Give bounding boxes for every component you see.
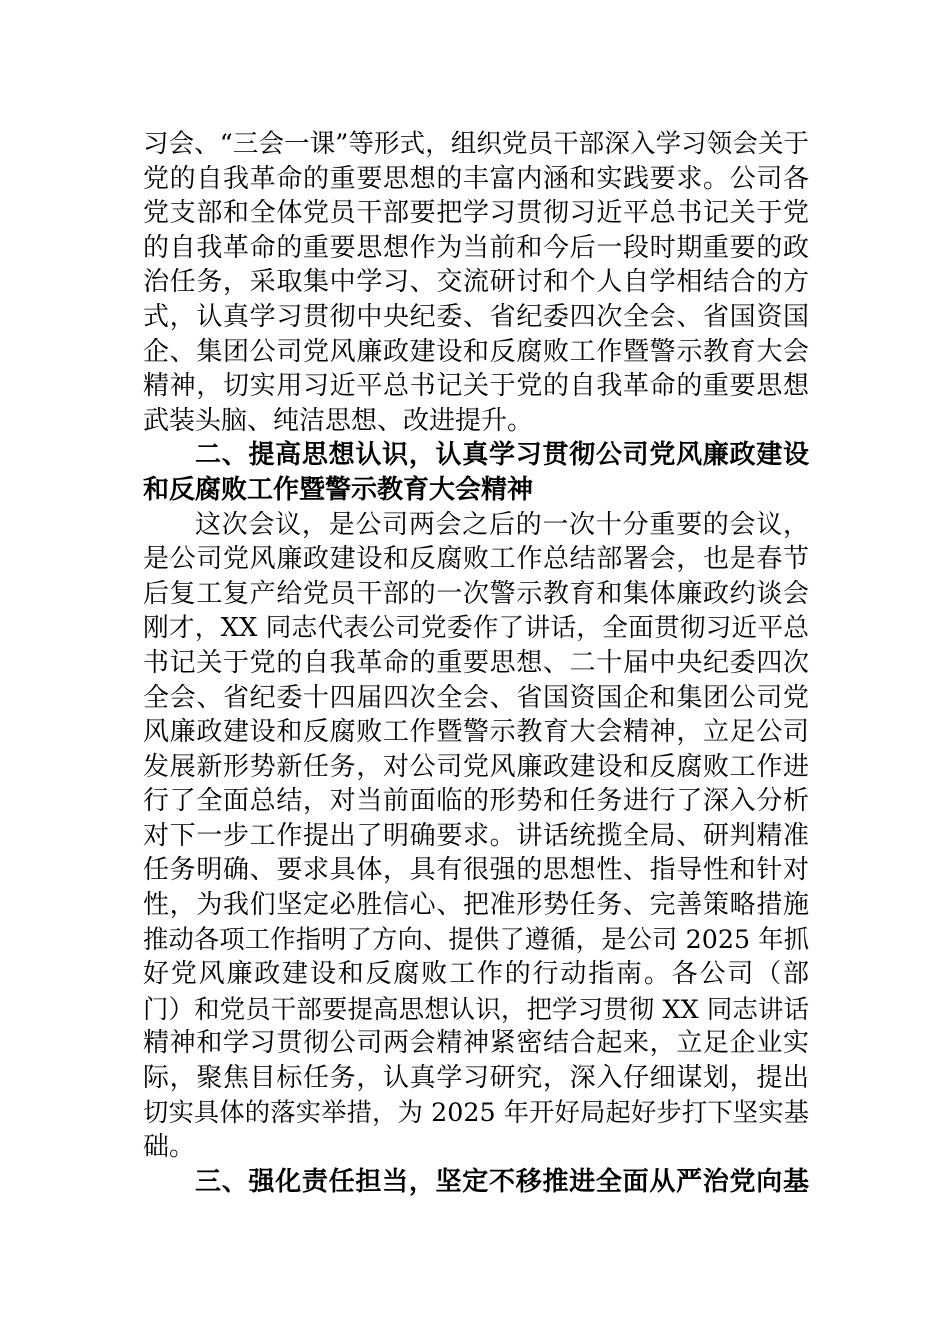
body-line: 任务明确、要求具体，具有很强的思想性、指导性和针对 (143, 855, 809, 886)
body-line: 切实具体的落实举措，为 2025 年开好局起好步打下坚实基 (143, 1097, 809, 1127)
body-line: 是公司党风廉政建设和反腐败工作总结部署会，也是春节 (143, 544, 809, 575)
body-line: 性，为我们坚定必胜信心、把准形势任务、完善策略措施 (143, 890, 809, 921)
body-line: 门）和党员干部要提高思想认识，把学习贯彻 XX 同志讲话 (143, 993, 809, 1024)
body-line: 企、集团公司党风廉政建设和反腐败工作暨警示教育大会 (143, 336, 809, 367)
body-line: 际，聚焦目标任务，认真学习研究，深入仔细谋划，提出 (143, 1063, 809, 1094)
body-line: 后复工复产给党员干部的一次警示教育和集体廉政约谈会 (143, 578, 809, 609)
body-line: 础。 (143, 1132, 196, 1163)
body-line: 刚才，XX 同志代表公司党委作了讲话，全面贯彻习近平总 (143, 613, 809, 644)
body-line: 精神，切实用习近平总书记关于党的自我革命的重要思想 (143, 371, 809, 402)
body-line: 发展新形势新任务，对公司党风廉政建设和反腐败工作进 (143, 751, 809, 782)
body-line: 书记关于党的自我革命的重要思想、二十届中央纪委四次 (143, 647, 809, 678)
body-line: 治任务，采取集中学习、交流研讨和个人自学相结合的方 (143, 267, 809, 298)
body-line: 武装头脑、纯洁思想、改进提升。 (143, 405, 534, 436)
section-heading-3: 三、强化责任担当，坚定不移推进全面从严治党向基 (195, 1166, 809, 1197)
body-line: 好党风廉政建设和反腐败工作的行动指南。各公司（部 (143, 959, 809, 990)
section-heading-2: 二、提高思想认识，认真学习贯彻公司党风廉政建设 (195, 440, 809, 471)
body-line: 的自我革命的重要思想作为当前和今后一段时期重要的政 (143, 232, 809, 263)
body-line: 行了全面总结，对当前面临的形势和任务进行了深入分析 (143, 786, 809, 817)
body-line: 精神和学习贯彻公司两会精神紧密结合起来，立足企业实 (143, 1028, 809, 1059)
body-line: 式，认真学习贯彻中央纪委、省纪委四次全会、省国资国 (143, 301, 809, 332)
body-line: 对下一步工作提出了明确要求。讲话统揽全局、研判精准 (143, 820, 809, 851)
body-line: 全会、省纪委十四届四次全会、省国资国企和集团公司党 (143, 682, 809, 713)
document-body (143, 127, 809, 1199)
paragraph-start-line: 这次会议，是公司两会之后的一次十分重要的会议， (195, 509, 809, 540)
section-heading-2-cont: 和反腐败工作暨警示教育大会精神 (143, 474, 534, 505)
body-line: 党支部和全体党员干部要把学习贯彻习近平总书记关于党 (143, 198, 809, 229)
body-line: 党的自我革命的重要思想的丰富内涵和实践要求。公司各 (143, 163, 809, 194)
body-line: 习会、“三会一课”等形式，组织党员干部深入学习领会关于 (143, 129, 809, 159)
body-line: 推动各项工作指明了方向、提供了遵循，是公司 2025 年抓 (143, 924, 809, 954)
body-line: 风廉政建设和反腐败工作暨警示教育大会精神，立足公司 (143, 717, 809, 748)
